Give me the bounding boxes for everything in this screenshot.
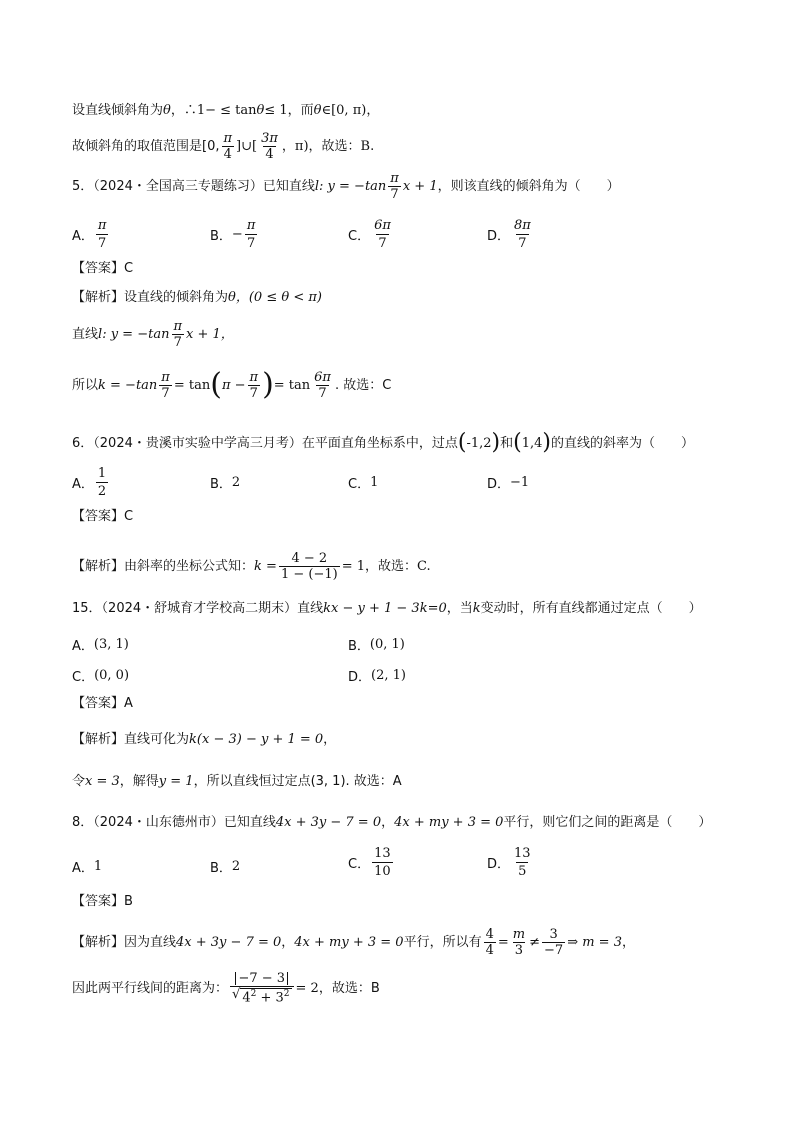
q5-option-b: B． − $\frac{\pi}{7}$: [210, 218, 256, 251]
prev-solution-line2: 故倾斜角的取值范围是[0, π 4 ]∪[ 3π 4 ，π)，故选：B.: [72, 131, 375, 162]
q5-option-d: D． 8π 7: [487, 218, 531, 251]
q5-analysis-line2: 直线 l : y = −tan π 7 x + 1，: [72, 319, 234, 350]
q5-option-c: C． 6π 7: [348, 218, 391, 251]
q8-option-b: B． 2: [210, 859, 241, 876]
fraction: 8π 7: [514, 218, 531, 251]
q5-analysis-line3: 所以 k = −tan $\frac{\pi}{7}$ = tan ( π − $\frac{\pi}{7}$ ) = tan 6π 7 . 故选：C: [72, 367, 392, 402]
q5-analysis-line1: 【解析】 设直线的倾斜角为 θ ，(0 ≤ θ < π): [72, 290, 322, 305]
fraction: π 7: [173, 319, 182, 350]
q8-option-c: C． 13 10: [348, 846, 391, 879]
right-paren: ): [491, 430, 501, 455]
right-paren: ): [542, 430, 552, 455]
q6-option-b: B． 2: [210, 475, 241, 492]
question-5-stem: 5．（2024・全国高三专题练习）已知直线 l : y = −tan π 7 x + 1 ，则该直线的倾斜角为（ ）: [72, 171, 620, 202]
q8-option-a: A． 1: [72, 859, 103, 876]
q8-analysis-line1: 【解析】 因为直线 4x + 3y − 7 = 0 ， 4x + my + 3 = 0 平行，所以有 $\frac{4}{4}$ = $\frac{m}{3}$ ≠ 3 −7 ⇒ m = 3 ，: [72, 927, 635, 958]
prev-solution-line1: 设直线倾斜角为 θ ，∴1− ≤ tan θ ≤ 1，而 θ ∈[0, π)，: [72, 103, 380, 118]
q5-option-a: A． π 7: [72, 218, 107, 251]
fraction: $\frac{\pi}{7}$: [161, 369, 170, 401]
fraction: 3 −7: [544, 927, 564, 958]
fraction: 13 5: [514, 846, 531, 879]
q6-option-c: C． 1: [348, 475, 379, 492]
question-15-stem: 15．（2024・舒城育才学校高二期末）直线 kx − y + 1 − 3k=0 ，当 k 变动时，所有直线都通过定点（ ）: [72, 601, 702, 616]
q15-option-d: D． (2, 1): [348, 668, 406, 685]
fraction: 13 10: [374, 846, 391, 879]
left-paren: (: [210, 367, 222, 402]
left-paren: (: [457, 430, 467, 455]
q5-answer: 【答案】C: [72, 261, 134, 276]
sqrt: √ $4^2 + 3^2$: [232, 987, 290, 1006]
question-8-stem: 8．（2024・山东德州市）已知直线 4x + 3y − 7 = 0 ， 4x + my + 3 = 0 平行，则它们之间的距离是（ ）: [72, 815, 712, 830]
fraction: 6π 7: [314, 369, 331, 401]
fraction: 6π 7: [374, 218, 391, 251]
q15-answer: 【答案】A: [72, 696, 133, 711]
q8-analysis-line2: 因此两平行线间的距离为： −7 − 3 √ $4^2 + 3^2$ = 2 ，故选：B: [72, 971, 380, 1006]
q15-analysis-line1: 【解析】 直线可化为 k(x − 3) − y + 1 = 0 ，: [72, 732, 337, 747]
q6-analysis: 【解析】 由斜率的坐标公式知： k = $\frac{4 - 2}{1 - (-1)}$ = 1，故选：C.: [72, 551, 431, 582]
q15-option-a: A． (3, 1): [72, 637, 129, 654]
q8-option-d: D． 13 5: [487, 846, 531, 879]
fraction: $\frac{\pi}{7}$: [246, 218, 256, 251]
q6-option-d: D． −1: [487, 475, 530, 492]
q6-option-a: A． 1 2: [72, 466, 107, 499]
q8-answer: 【答案】B: [72, 894, 133, 909]
fraction: π 4: [223, 131, 233, 162]
fraction: 3π 4: [261, 131, 278, 162]
q15-option-c: C． (0, 0): [72, 668, 130, 685]
q15-analysis-line2: 令 x = 3 ，解得 y = 1 ，所以直线恒过定点(3, 1). 故选：A: [72, 774, 402, 789]
q15-option-b: B． (0, 1): [348, 637, 405, 654]
fraction: $\frac{4 - 2}{1 - (-1)}$: [280, 551, 338, 582]
right-paren: ): [262, 367, 274, 402]
fraction: $\frac{\pi}{7}$: [249, 369, 259, 401]
fraction: $\frac{4}{4}$: [485, 927, 494, 958]
q6-answer: 【答案】C: [72, 509, 134, 524]
fraction: 1 2: [97, 466, 107, 499]
fraction: $\frac{m}{3}$: [512, 927, 526, 958]
fraction: π 7: [97, 218, 107, 251]
fraction: π 7: [390, 171, 399, 202]
question-6-stem: 6．（2024・贵溪市实验中学高三月考）在平面直角坐标系中，过点 ( -1,2 ) 和 ( 1,4 ) 的直线的斜率为（ ）: [72, 430, 695, 455]
fraction: −7 − 3 √ $4^2 + 3^2$: [230, 972, 294, 1004]
left-paren: (: [513, 430, 522, 455]
